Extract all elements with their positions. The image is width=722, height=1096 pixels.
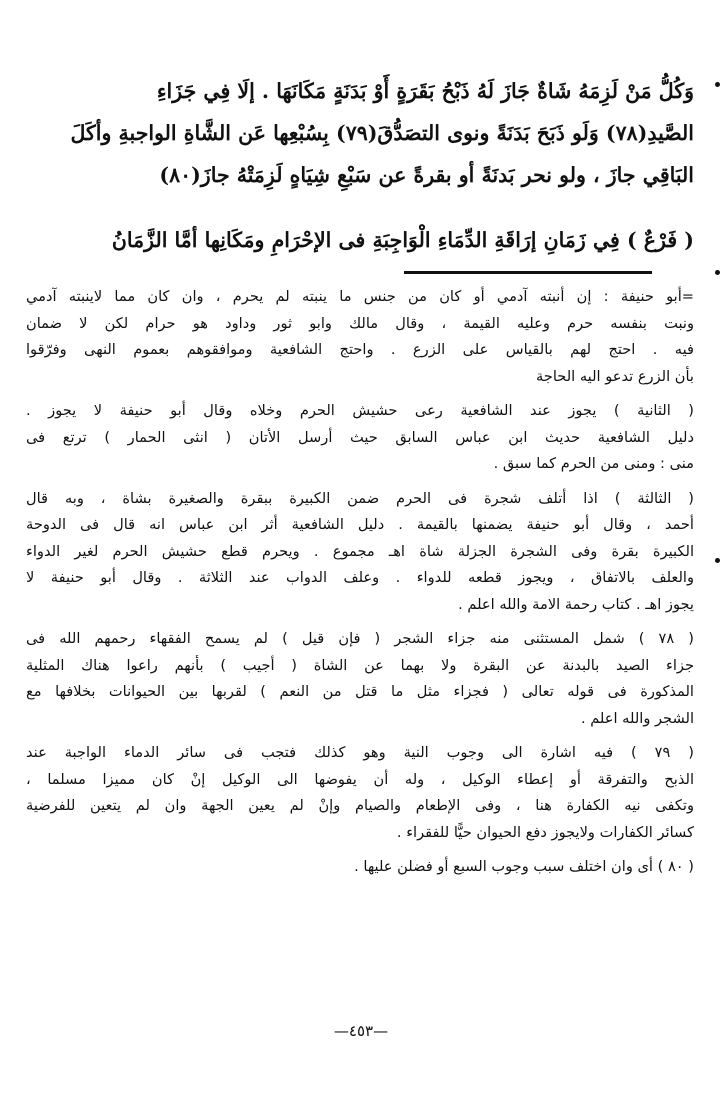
footnote-paragraph [26, 486, 694, 619]
footnote-line: المذكورة فى قوله تعالى ( فجزاء مثل ما قتل من النعم ) لقربها بين الحيوانات بخلافها مع [26, 683, 694, 700]
footnote-line: ( ٨٠ ) أى وان اختلف سبب وجوب السبع أو فضلن عليها . [354, 858, 694, 875]
footnote-line: الشجر والله اعلم . [580, 709, 694, 727]
footnote-line: أحمد ، وقال أبو حنيفة يضمنها بالقيمة . دليل الشافعية أثر ابن عباس انه قال فى الدوحة [26, 516, 694, 533]
footnote-line: ونبت بنفسه حرم وعليه القيمة ، وقال مالك وابو ثور وداود هو حرام لكن لا ضمان [26, 314, 694, 332]
footnote-line: وتكفى نيه الكفارة هنا ، وفى الإطعام والصيام وإنْ لم يعين الجهة وان لم يتعين للفرضية [26, 797, 694, 814]
footnote-line: بأن الزرع تدعو اليه الحاجة [535, 367, 694, 385]
footnote-line: ( الثانية ) يجوز عند الشافعية رعى حشيش الحرم وخلاه وقال أبو حنيفة لا يجوز . [26, 402, 694, 419]
margin-mark [715, 82, 720, 87]
footnote-line: فيه . احتج لهم بالقياس على الزرع . واحتج الشافعية وموافقوهم بعموم النهى وفرّقوا [26, 341, 694, 358]
footnote-line: كسائر الكفارات ولايجوز دفع الحيوان حيًّا للفقراء . [396, 823, 694, 841]
margin-mark [715, 558, 720, 563]
page-number: —٤٥٣— [333, 1022, 389, 1040]
main-text [26, 70, 694, 196]
footnote-paragraph [26, 626, 694, 732]
footnote-paragraph [26, 740, 694, 846]
footnote-divider [404, 271, 652, 274]
footnotes [26, 284, 694, 889]
main-text-line: الصَّيدِ(٧٨) وَلَو ذَبَحَ بَدَنَةً ونوى التصَدُّقَ(٧٩) بِسُبْعِها عَن الشَّاةِ الواجبةِ وأكَلَ [70, 121, 694, 145]
footnote-line: والعلف بالاتفاق ، ويجوز قطعه للدواء . وعلف الدواب عند الثلاثة . وقال أبو حنيفة لا [26, 569, 694, 586]
footnote-line: ( الثالثة ) اذا أتلف شجرة فى الحرم ضمن الكبيرة ببقرة والصغيرة بشاة ، وبه قال [26, 489, 694, 507]
footnote-paragraph [26, 398, 694, 478]
footnote-line: دليل الشافعية حديث ابن عباس السابق حيث أرسل الأتان ( انثى الحمار ) ترتع فى [26, 428, 694, 446]
footnote-line: منى : ومنى من الحرم كما سبق . [493, 455, 694, 472]
footnote-paragraph [26, 854, 694, 881]
footnote-line: =أبو حنيفة : إن أنبته آدمي أو كان من جنس ما ينبته لم يحرم ، وان كان مما لاينبته آدمي [26, 288, 694, 305]
footnote-line: الذبح والتفرقة أو إعطاء الوكيل ، وله أن يفوضها الى الوكيل إنْ كان مميزا مسلما ، [26, 770, 694, 788]
footnote-line: الكبيرة بقرة وفى الشجرة الجزلة شاة اهـ مجموع . ويحرم قطع حشيش الحرم لغير الدواء [26, 542, 694, 560]
main-text-line: البَاقِي جازَ ، ولو نحر بَدنَةً أو بقرةً عن سَبْعِ شِيَاهٍ لَزِمَتْهُ جازَ(٨٠) [159, 163, 694, 187]
main-text-line: وَكُلُّ مَنْ لَزِمَهُ شَاةٌ جَازَ لَهُ ذَبْحُ بَقَرَةٍ أَوْ بَدَنَةٍ مَكَانَهَا . إلَا فِي جَزَاءِ [156, 79, 694, 103]
footnote-line: يجوز اهـ . كتاب رحمة الامة والله اعلم . [458, 595, 694, 613]
section-heading: ( فَرْعٌ ) فِي زَمَانِ إرَاقَةِ الدِّمَاءِ الْوَاجِبَةِ فى الإحْرَامِ ومَكَانِها أمَّا الزَّمَانُ [111, 228, 694, 252]
footnote-line: ( ٧٨ ) شمل المستثنى منه جزاء الشجر ( فإن قيل ) لم يسمح الفقهاء رحمهم الله فى [26, 630, 694, 647]
footnote-line: ( ٧٩ ) فيه اشارة الى وجوب النية وهو كذلك فتجب فى سائر الدماء الواجبة عند [26, 744, 694, 761]
footnote-line: جزاء الصيد بالبدنة عن البقرة ولا بهما عن الشاة ( أجيب ) بأنهم راعوا هناك المثلية [26, 656, 694, 674]
margin-mark [715, 270, 720, 275]
footnote-paragraph [26, 284, 694, 390]
